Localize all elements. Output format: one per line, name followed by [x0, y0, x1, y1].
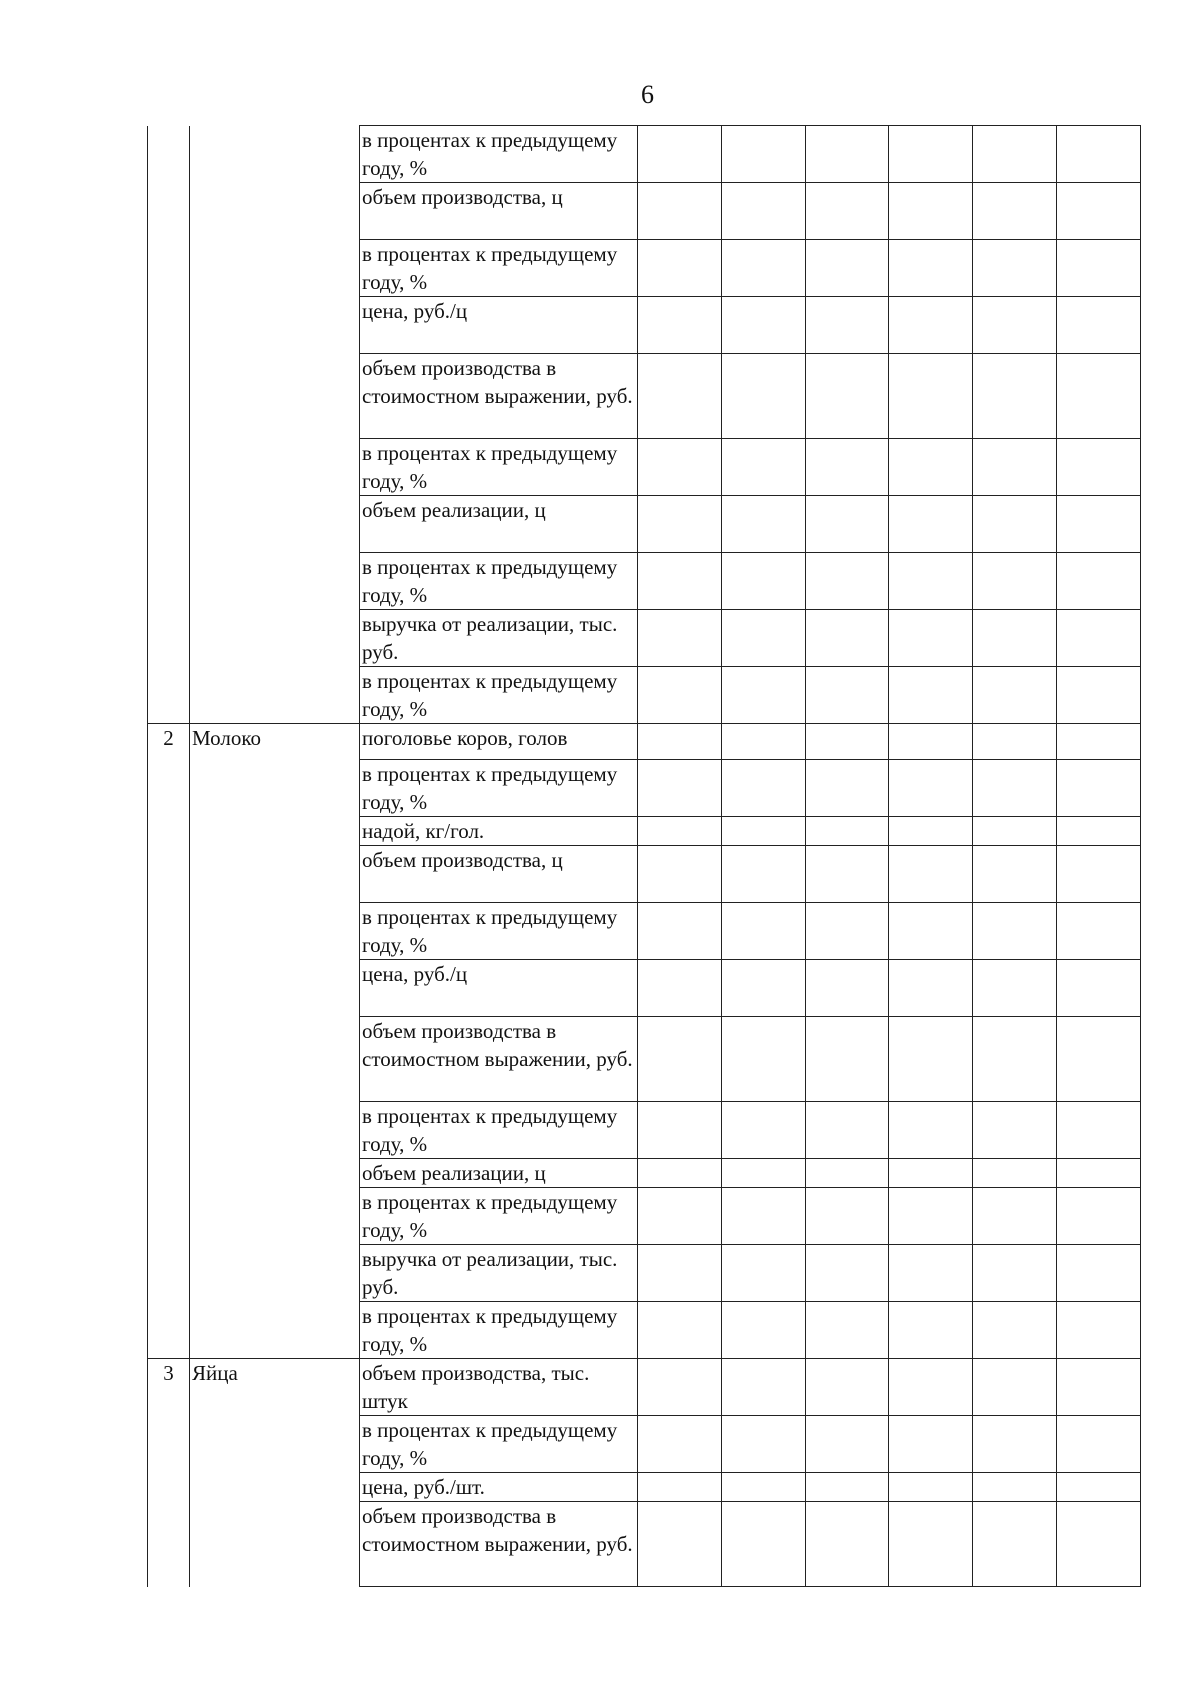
table-row — [148, 1473, 1141, 1502]
value-cell — [889, 1416, 973, 1473]
value-cell — [1057, 496, 1141, 553]
table-row — [148, 610, 1141, 667]
value-cell — [973, 1102, 1057, 1159]
product-name: Яйца — [190, 1359, 360, 1416]
product-name — [190, 1245, 360, 1302]
value-cell — [889, 1245, 973, 1302]
indicator-label: объем производства, тыс. штук — [360, 1359, 638, 1416]
value-cell — [638, 1359, 722, 1416]
row-number — [148, 1502, 190, 1587]
value-cell — [1057, 183, 1141, 240]
value-cell — [638, 183, 722, 240]
product-name — [190, 610, 360, 667]
value-cell — [722, 960, 806, 1017]
value-cell — [889, 354, 973, 439]
row-number — [148, 1159, 190, 1188]
product-name — [190, 1159, 360, 1188]
value-cell — [722, 903, 806, 960]
row-number — [148, 760, 190, 817]
table-row — [148, 297, 1141, 354]
value-cell — [638, 817, 722, 846]
page-number: 6 — [641, 80, 654, 109]
value-cell — [973, 297, 1057, 354]
value-cell — [806, 1188, 889, 1245]
value-cell — [1057, 1302, 1141, 1359]
row-number: 3 — [148, 1359, 190, 1416]
product-name — [190, 183, 360, 240]
row-number — [148, 610, 190, 667]
value-cell — [638, 439, 722, 496]
row-number — [148, 960, 190, 1017]
value-cell — [806, 1473, 889, 1502]
value-cell — [889, 1473, 973, 1502]
value-cell — [1057, 1416, 1141, 1473]
value-cell — [806, 126, 889, 183]
value-cell — [722, 817, 806, 846]
product-name — [190, 297, 360, 354]
row-number — [148, 1416, 190, 1473]
value-cell — [973, 724, 1057, 760]
value-cell — [806, 1302, 889, 1359]
indicator-label: в процентах к предыдущему году, % — [360, 553, 638, 610]
row-number — [148, 846, 190, 903]
value-cell — [806, 553, 889, 610]
indicator-label: в процентах к предыдущему году, % — [360, 1102, 638, 1159]
indicator-label: в процентах к предыдущему году, % — [360, 1416, 638, 1473]
value-cell — [638, 126, 722, 183]
value-cell — [1057, 240, 1141, 297]
product-name — [190, 960, 360, 1017]
row-number — [148, 354, 190, 439]
value-cell — [638, 297, 722, 354]
value-cell — [806, 240, 889, 297]
value-cell — [722, 1102, 806, 1159]
indicator-label: в процентах к предыдущему году, % — [360, 1188, 638, 1245]
row-number: 2 — [148, 724, 190, 760]
value-cell — [889, 1188, 973, 1245]
row-number — [148, 439, 190, 496]
value-cell — [722, 553, 806, 610]
value-cell — [889, 1017, 973, 1102]
value-cell — [638, 903, 722, 960]
value-cell — [1057, 126, 1141, 183]
table-row — [148, 354, 1141, 439]
value-cell — [638, 610, 722, 667]
indicator-label: в процентах к предыдущему году, % — [360, 1302, 638, 1359]
value-cell — [889, 817, 973, 846]
indicators-table — [147, 125, 1141, 1587]
value-cell — [889, 760, 973, 817]
value-cell — [1057, 1102, 1141, 1159]
value-cell — [889, 126, 973, 183]
product-name — [190, 496, 360, 553]
indicator-label: цена, руб./ц — [360, 960, 638, 1017]
value-cell — [1057, 1473, 1141, 1502]
table-row — [148, 553, 1141, 610]
product-name — [190, 439, 360, 496]
value-cell — [638, 724, 722, 760]
value-cell — [806, 667, 889, 724]
value-cell — [973, 846, 1057, 903]
value-cell — [638, 1102, 722, 1159]
value-cell — [806, 1359, 889, 1416]
value-cell — [722, 297, 806, 354]
product-name — [190, 760, 360, 817]
value-cell — [722, 439, 806, 496]
row-number — [148, 240, 190, 297]
value-cell — [722, 1473, 806, 1502]
value-cell — [638, 1502, 722, 1587]
product-name — [190, 126, 360, 183]
value-cell — [1057, 760, 1141, 817]
value-cell — [722, 1416, 806, 1473]
value-cell — [889, 846, 973, 903]
value-cell — [638, 496, 722, 553]
indicator-label: объем производства в стоимостном выражении, руб. — [360, 354, 638, 439]
indicator-label: надой, кг/гол. — [360, 817, 638, 846]
value-cell — [889, 724, 973, 760]
value-cell — [973, 1017, 1057, 1102]
value-cell — [973, 1502, 1057, 1587]
value-cell — [973, 126, 1057, 183]
value-cell — [806, 439, 889, 496]
value-cell — [722, 1017, 806, 1102]
value-cell — [806, 610, 889, 667]
indicator-label: объем реализации, ц — [360, 1159, 638, 1188]
value-cell — [638, 960, 722, 1017]
value-cell — [889, 610, 973, 667]
value-cell — [638, 1159, 722, 1188]
value-cell — [973, 1473, 1057, 1502]
value-cell — [973, 903, 1057, 960]
value-cell — [889, 960, 973, 1017]
value-cell — [722, 1245, 806, 1302]
product-name — [190, 1502, 360, 1587]
indicator-label: выручка от реализации, тыс. руб. — [360, 1245, 638, 1302]
row-number — [148, 1102, 190, 1159]
indicator-label: в процентах к предыдущему году, % — [360, 903, 638, 960]
product-name — [190, 846, 360, 903]
table-row — [148, 1102, 1141, 1159]
value-cell — [889, 1159, 973, 1188]
table-row — [148, 1359, 1141, 1416]
value-cell — [722, 1159, 806, 1188]
value-cell — [806, 297, 889, 354]
indicator-label: в процентах к предыдущему году, % — [360, 760, 638, 817]
row-number — [148, 1188, 190, 1245]
value-cell — [806, 960, 889, 1017]
value-cell — [889, 1302, 973, 1359]
row-number — [148, 297, 190, 354]
value-cell — [889, 439, 973, 496]
value-cell — [973, 610, 1057, 667]
value-cell — [806, 1017, 889, 1102]
value-cell — [973, 354, 1057, 439]
value-cell — [806, 760, 889, 817]
row-number — [148, 1017, 190, 1102]
value-cell — [722, 240, 806, 297]
value-cell — [973, 1302, 1057, 1359]
product-name — [190, 1302, 360, 1359]
table-row — [148, 1017, 1141, 1102]
product-name — [190, 1473, 360, 1502]
value-cell — [722, 760, 806, 817]
value-cell — [1057, 1188, 1141, 1245]
table-row — [148, 846, 1141, 903]
value-cell — [1057, 553, 1141, 610]
indicator-label: объем производства, ц — [360, 846, 638, 903]
value-cell — [806, 354, 889, 439]
value-cell — [889, 1502, 973, 1587]
value-cell — [1057, 439, 1141, 496]
row-number — [148, 126, 190, 183]
indicator-label: в процентах к предыдущему году, % — [360, 126, 638, 183]
value-cell — [1057, 846, 1141, 903]
indicator-label: в процентах к предыдущему году, % — [360, 240, 638, 297]
value-cell — [722, 1502, 806, 1587]
value-cell — [1057, 297, 1141, 354]
value-cell — [889, 240, 973, 297]
table-row — [148, 1159, 1141, 1188]
value-cell — [722, 126, 806, 183]
row-number — [148, 1473, 190, 1502]
indicator-label: объем производства, ц — [360, 183, 638, 240]
indicator-label: поголовье коров, голов — [360, 724, 638, 760]
value-cell — [806, 817, 889, 846]
value-cell — [638, 667, 722, 724]
value-cell — [722, 1302, 806, 1359]
indicator-label: в процентах к предыдущему году, % — [360, 439, 638, 496]
value-cell — [973, 960, 1057, 1017]
value-cell — [1057, 960, 1141, 1017]
value-cell — [973, 439, 1057, 496]
value-cell — [722, 354, 806, 439]
value-cell — [973, 667, 1057, 724]
value-cell — [806, 724, 889, 760]
value-cell — [806, 496, 889, 553]
table-row — [148, 439, 1141, 496]
value-cell — [806, 1159, 889, 1188]
value-cell — [806, 183, 889, 240]
value-cell — [722, 496, 806, 553]
value-cell — [722, 183, 806, 240]
value-cell — [973, 183, 1057, 240]
value-cell — [638, 1188, 722, 1245]
row-number — [148, 496, 190, 553]
table-row — [148, 724, 1141, 760]
value-cell — [1057, 667, 1141, 724]
value-cell — [806, 1416, 889, 1473]
product-name — [190, 1188, 360, 1245]
value-cell — [889, 903, 973, 960]
table-row — [148, 183, 1141, 240]
value-cell — [1057, 724, 1141, 760]
value-cell — [889, 297, 973, 354]
product-name — [190, 240, 360, 297]
value-cell — [638, 1017, 722, 1102]
product-name — [190, 1102, 360, 1159]
table-row — [148, 903, 1141, 960]
value-cell — [973, 1159, 1057, 1188]
table-row — [148, 667, 1141, 724]
value-cell — [638, 1473, 722, 1502]
value-cell — [973, 1416, 1057, 1473]
indicator-label: объем реализации, ц — [360, 496, 638, 553]
value-cell — [722, 724, 806, 760]
row-number — [148, 183, 190, 240]
value-cell — [1057, 1359, 1141, 1416]
product-name — [190, 667, 360, 724]
value-cell — [638, 1416, 722, 1473]
value-cell — [638, 1302, 722, 1359]
value-cell — [638, 1245, 722, 1302]
product-name — [190, 553, 360, 610]
indicator-label: выручка от реализации, тыс. руб. — [360, 610, 638, 667]
table-row — [148, 496, 1141, 553]
value-cell — [806, 903, 889, 960]
value-cell — [973, 1245, 1057, 1302]
product-name — [190, 817, 360, 846]
table-row — [148, 240, 1141, 297]
table-row — [148, 1302, 1141, 1359]
indicator-label: в процентах к предыдущему году, % — [360, 667, 638, 724]
value-cell — [889, 1359, 973, 1416]
value-cell — [806, 1245, 889, 1302]
value-cell — [889, 183, 973, 240]
row-number — [148, 553, 190, 610]
value-cell — [1057, 610, 1141, 667]
value-cell — [1057, 354, 1141, 439]
table-row — [148, 1502, 1141, 1587]
value-cell — [722, 1359, 806, 1416]
value-cell — [1057, 1502, 1141, 1587]
value-cell — [806, 846, 889, 903]
row-number — [148, 667, 190, 724]
table-row — [148, 1188, 1141, 1245]
table-row — [148, 1245, 1141, 1302]
indicator-label: объем производства в стоимостном выражении, руб. — [360, 1502, 638, 1587]
row-number — [148, 817, 190, 846]
value-cell — [638, 240, 722, 297]
value-cell — [638, 760, 722, 817]
value-cell — [722, 1188, 806, 1245]
row-number — [148, 903, 190, 960]
value-cell — [973, 1359, 1057, 1416]
value-cell — [889, 667, 973, 724]
value-cell — [1057, 903, 1141, 960]
value-cell — [638, 846, 722, 903]
value-cell — [1057, 1159, 1141, 1188]
row-number — [148, 1245, 190, 1302]
value-cell — [638, 354, 722, 439]
table-row — [148, 126, 1141, 183]
value-cell — [722, 846, 806, 903]
value-cell — [1057, 1245, 1141, 1302]
product-name — [190, 354, 360, 439]
value-cell — [973, 817, 1057, 846]
value-cell — [889, 553, 973, 610]
indicator-label: объем производства в стоимостном выражении, руб. — [360, 1017, 638, 1102]
value-cell — [722, 610, 806, 667]
product-name — [190, 903, 360, 960]
product-name: Молоко — [190, 724, 360, 760]
table-row — [148, 1416, 1141, 1473]
value-cell — [889, 1102, 973, 1159]
table-row — [148, 760, 1141, 817]
value-cell — [973, 760, 1057, 817]
value-cell — [889, 496, 973, 553]
value-cell — [973, 1188, 1057, 1245]
table-row — [148, 960, 1141, 1017]
value-cell — [973, 240, 1057, 297]
value-cell — [806, 1502, 889, 1587]
row-number — [148, 1302, 190, 1359]
product-name — [190, 1416, 360, 1473]
table-row — [148, 817, 1141, 846]
value-cell — [1057, 1017, 1141, 1102]
indicator-label: цена, руб./ц — [360, 297, 638, 354]
indicator-label: цена, руб./шт. — [360, 1473, 638, 1502]
value-cell — [638, 553, 722, 610]
value-cell — [973, 553, 1057, 610]
product-name — [190, 1017, 360, 1102]
value-cell — [973, 496, 1057, 553]
value-cell — [722, 667, 806, 724]
value-cell — [1057, 817, 1141, 846]
value-cell — [806, 1102, 889, 1159]
